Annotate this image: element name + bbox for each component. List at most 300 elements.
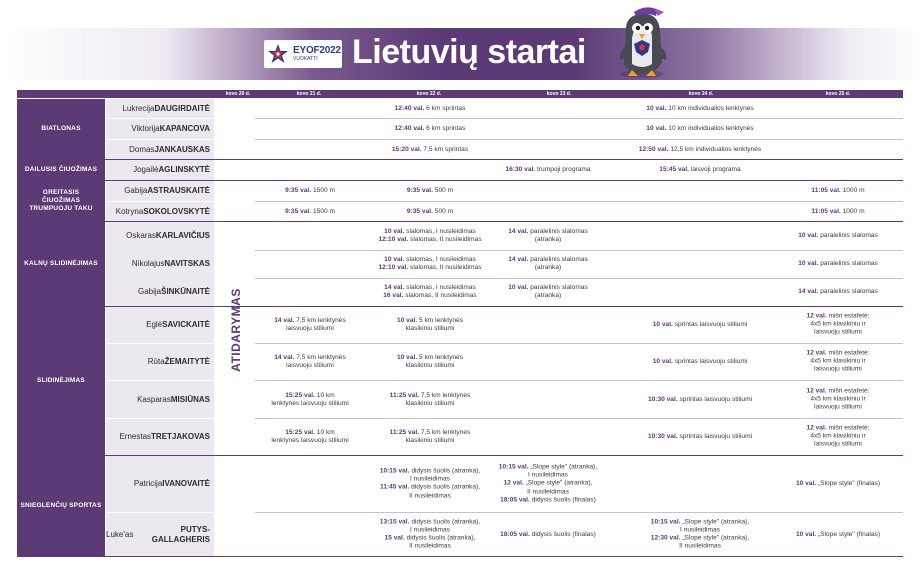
event-time: 10 val.	[652, 320, 673, 328]
event-description: trumpoji programa	[537, 165, 591, 173]
event-line	[407, 187, 453, 195]
athlete-first-name: Oskaras	[126, 231, 156, 240]
event-line	[499, 472, 597, 480]
athlete-name	[106, 140, 214, 159]
event-description: 6 km sprintas	[426, 104, 466, 112]
group-divider	[17, 221, 903, 222]
event-description: 1500 m	[312, 207, 335, 215]
event-line	[499, 463, 597, 471]
athlete-first-name: Eglė	[146, 320, 163, 329]
event-cell	[499, 463, 597, 504]
athlete-name	[106, 419, 214, 455]
event-time: 15:45 val.	[659, 165, 690, 173]
event-time: 11:05 val.	[811, 207, 841, 215]
event-line	[274, 354, 346, 362]
date-header: kovo 21 d.	[296, 91, 322, 97]
event-cell	[395, 125, 466, 133]
event-cell	[500, 530, 596, 538]
event-cell	[648, 433, 752, 441]
event-cell	[806, 350, 869, 375]
event-line	[397, 362, 463, 370]
athlete-last-name: AGLINSKYTĖ	[158, 165, 210, 174]
date-header: kovo 25 d.	[825, 91, 851, 97]
event-line	[274, 362, 346, 370]
athlete-name	[106, 456, 214, 512]
athlete-first-name: Domas	[129, 144, 155, 154]
event-line	[651, 543, 749, 551]
event-line	[395, 125, 466, 133]
event-description: slalomas, I nusileidimas	[406, 283, 476, 291]
sport-label: KALNŲ SLIDINĖJIMAS	[17, 222, 105, 306]
event-description: 500 m	[434, 207, 454, 215]
event-description: paralelinis slalomas	[530, 283, 588, 291]
event-time: 10:30 val.	[647, 395, 678, 403]
athlete-name	[106, 513, 214, 556]
event-line	[811, 187, 864, 195]
event-cell	[806, 425, 869, 450]
event-line	[811, 207, 864, 215]
event-line	[499, 488, 597, 496]
event-time: 10 val.	[795, 479, 817, 487]
event-description: laisvuoju stiliumi	[814, 403, 862, 411]
event-description: (atranka)	[534, 264, 562, 271]
athlete-first-name: Patricija	[133, 479, 163, 488]
event-time: 13:15 val.	[379, 518, 410, 526]
event-description: II nusileidimas	[409, 542, 451, 550]
event-line	[508, 236, 588, 244]
event-time: 14 val.	[508, 255, 529, 263]
event-description: „Slope style" (finalas)	[817, 530, 881, 538]
event-line	[380, 468, 480, 476]
event-cell	[392, 145, 468, 153]
event-description: mišri estafetė:	[828, 312, 870, 320]
event-time: 10 val.	[798, 259, 819, 267]
event-description: 10 km individualios lenktynės	[668, 104, 754, 112]
event-time: 11:25 val.	[389, 428, 420, 436]
sport-label: DAILUSIS ČIUOŽIMAS	[17, 160, 105, 180]
event-line	[499, 480, 597, 488]
event-description: didysis šuolis (atranka),	[411, 484, 481, 491]
event-line	[392, 145, 468, 153]
event-description: didysis šuolis (atranka),	[406, 534, 476, 542]
event-time: 12 val.	[806, 424, 827, 432]
event-line	[407, 207, 453, 215]
event-line	[500, 530, 596, 538]
opening-ceremony-label	[226, 290, 246, 370]
event-description: 12,5 km individualios lenktynės	[670, 145, 762, 153]
row-divider	[255, 118, 903, 119]
event-line	[383, 284, 476, 292]
event-cell	[271, 429, 348, 445]
event-line	[806, 395, 869, 403]
group-divider	[17, 159, 903, 160]
event-time: 16:30 val.	[505, 165, 536, 173]
event-cell	[397, 354, 463, 370]
event-cell	[383, 284, 476, 300]
event-line	[378, 236, 481, 244]
event-time: 10 val.	[397, 353, 418, 361]
event-line	[806, 329, 869, 337]
event-line	[390, 400, 471, 408]
event-cell	[274, 317, 346, 333]
event-time: 12:40 val.	[394, 124, 425, 132]
event-time: 15:25 val.	[285, 428, 315, 436]
event-cell	[395, 104, 466, 112]
event-line	[397, 354, 463, 362]
event-description: 4x5 km klasikiniu ir	[810, 357, 866, 365]
event-description: sprintas laisvuoju stiliumi	[674, 320, 748, 328]
group-divider	[17, 556, 903, 557]
event-description: „Slope style" (atranka),	[682, 534, 750, 542]
event-description: „Slope style" (atranka),	[682, 518, 750, 526]
athlete-last-name: KAPANCOVA	[159, 124, 210, 133]
athlete-first-name: Luke'as	[106, 529, 134, 539]
event-description: didysis šuolis (atranka),	[411, 467, 481, 475]
event-cell	[648, 395, 752, 403]
event-line	[806, 358, 869, 366]
event-cell	[796, 530, 880, 538]
event-time: 9:35 val.	[285, 207, 312, 215]
event-description: II nusileidimas	[409, 492, 451, 500]
event-description: 7,5 km lenktynės	[296, 316, 346, 324]
event-line	[653, 321, 748, 329]
event-line	[646, 125, 753, 133]
event-time: 10:15 val.	[650, 518, 681, 526]
event-line	[648, 433, 752, 441]
sport-label: GREITASIS ČIUOŽIMAS TRUMPUOJU TAKU	[17, 181, 105, 221]
event-description: 7,5 km sprintas	[423, 145, 469, 153]
event-cell	[285, 207, 335, 215]
event-line	[796, 480, 880, 488]
event-description: 4x5 km klasikiniu ir	[810, 320, 866, 328]
event-time: 15 val.	[384, 534, 405, 542]
event-cell	[653, 358, 748, 366]
event-description: lenktynės laisvuoju stiliumi	[271, 437, 349, 444]
event-time: 10 val.	[397, 316, 418, 324]
event-cell	[271, 391, 348, 407]
event-line	[651, 518, 749, 526]
athlete-last-name: IVANOVAITĖ	[162, 479, 210, 488]
event-description: sprintas laisvuoju stiliumi	[674, 357, 748, 365]
event-line	[796, 530, 880, 538]
event-line	[653, 358, 748, 366]
event-description: 10 km	[316, 428, 335, 436]
event-description: 4x5 km klasikiniu ir	[810, 432, 866, 440]
event-line	[508, 284, 588, 292]
event-line	[274, 325, 346, 333]
event-cell	[508, 284, 588, 300]
event-description: II nusileidimas	[527, 488, 569, 496]
athlete-last-name: PUTYS-GALLAGHERIS	[151, 524, 210, 544]
athlete-last-name: KARLAVIČIUS	[155, 231, 210, 240]
event-line	[271, 437, 348, 445]
group-divider	[17, 180, 903, 181]
event-description: 7,5 km lenktynės	[420, 428, 471, 436]
logo-text: EYOF2022	[293, 45, 341, 56]
event-time: 9:35 val.	[406, 207, 433, 215]
event-line	[390, 429, 471, 437]
row-divider	[255, 201, 903, 202]
event-description: I nusileidimas	[410, 526, 450, 534]
row-divider	[255, 512, 903, 513]
event-description: 6 km sprintas	[426, 124, 466, 132]
event-description: I nusileidimas	[680, 526, 720, 534]
event-time: 14 val.	[274, 316, 295, 324]
event-line	[390, 437, 471, 445]
event-description: (atranka)	[534, 292, 562, 299]
event-time: 15:25 val.	[285, 391, 315, 399]
event-cell	[380, 468, 480, 501]
event-line	[380, 476, 480, 484]
event-description: sprintas laisvuoju stiliumi	[679, 395, 753, 403]
event-description: paralelinis slalomas	[530, 227, 588, 235]
event-description: I nusileidimas	[410, 475, 450, 483]
athlete-name	[106, 119, 214, 139]
event-cell	[378, 256, 481, 272]
event-time: 10 val.	[508, 283, 529, 291]
event-description: 10 km	[316, 391, 335, 399]
event-time: 10 val.	[795, 530, 817, 538]
event-line	[798, 232, 878, 240]
event-cell	[798, 288, 878, 296]
event-description: laisvuoju stiliumi	[814, 441, 862, 449]
event-description: laisvuoju stiliumi	[814, 366, 862, 374]
event-description: laisvuoju stiliumi	[814, 329, 862, 337]
event-time: 11:05 val.	[811, 186, 841, 194]
event-line	[806, 321, 869, 329]
event-description: 5 km lenktynės	[419, 353, 463, 361]
event-line	[806, 387, 869, 395]
event-time: 18:05 val.	[500, 496, 530, 504]
event-line	[639, 145, 761, 153]
event-line	[380, 543, 480, 551]
athlete-name	[106, 99, 214, 118]
event-description: slalomas, II nusileidimas	[410, 236, 482, 243]
event-line	[798, 288, 878, 296]
athlete-first-name: Kotryna	[115, 206, 144, 216]
row-divider	[255, 278, 903, 279]
snowflake-star-icon	[267, 43, 289, 65]
athlete-name	[106, 344, 214, 380]
athlete-last-name: JANKAUSKAS	[154, 144, 210, 154]
event-cell	[811, 187, 864, 195]
athlete-first-name: Ernestas	[119, 432, 152, 441]
event-description: slalomas, I nusileidimas	[406, 255, 476, 263]
event-cell	[508, 256, 588, 272]
athlete-name	[106, 307, 214, 343]
event-cell	[639, 145, 761, 153]
opening-text: ATIDARYMAS	[229, 288, 244, 372]
athlete-last-name: ŽEMAITYTĖ	[164, 357, 210, 366]
event-description: paralelinis slalomas	[530, 255, 588, 263]
event-description: 7,5 km lenktynės	[420, 391, 471, 399]
event-line	[499, 496, 597, 504]
athlete-last-name: SOKOLOVSKYTĖ	[143, 206, 210, 216]
row-divider	[255, 139, 903, 140]
date-header: kovo 23 d.	[546, 91, 572, 97]
event-time: 9:35 val.	[285, 186, 312, 194]
event-line	[806, 441, 869, 449]
event-cell	[798, 260, 878, 268]
event-cell	[796, 480, 880, 488]
event-time: 9:35 val.	[406, 186, 433, 194]
event-description: 500 m	[434, 186, 454, 194]
sport-label: SNIEGLENČIŲ SPORTAS	[17, 456, 105, 556]
event-line	[380, 492, 480, 500]
event-line	[505, 166, 590, 174]
event-time: 14 val.	[384, 283, 405, 291]
event-line	[806, 366, 869, 374]
event-line	[651, 526, 749, 534]
date-header-bar	[17, 90, 903, 98]
event-time: 12:50 val.	[638, 145, 669, 153]
event-description: mišri estafetė:	[828, 349, 870, 357]
event-description: lenktynės laisvuoju stiliumi	[271, 399, 349, 407]
event-line	[271, 391, 348, 399]
event-line	[397, 317, 463, 325]
event-cell	[378, 228, 481, 244]
event-cell	[651, 518, 749, 551]
event-description: „Slope style" (finalas)	[817, 479, 881, 487]
event-line	[285, 207, 335, 215]
event-time: 15:20 val.	[391, 145, 422, 153]
event-time: 14 val.	[508, 227, 529, 235]
event-line	[651, 535, 749, 543]
event-time: 12:40 val.	[394, 104, 425, 112]
event-description: slalomas, II nusileidimas	[410, 264, 482, 271]
event-cell	[380, 518, 480, 551]
event-line	[659, 166, 740, 174]
event-time: 14 val.	[798, 287, 819, 295]
row-divider	[255, 250, 903, 251]
event-line	[508, 292, 588, 300]
event-description: slalomas, II nusileidimas	[405, 292, 477, 299]
event-time: 11:25 val.	[389, 391, 420, 399]
row-divider	[255, 343, 903, 344]
event-time: 12:10 val.	[378, 236, 409, 243]
event-cell	[646, 125, 753, 133]
event-cell	[806, 387, 869, 412]
mascot-illustration	[606, 4, 678, 80]
event-description: 4x5 km klasikiniu ir	[810, 395, 866, 403]
athlete-name	[106, 278, 214, 306]
event-line	[380, 535, 480, 543]
event-time: 12:10 val.	[378, 264, 409, 271]
event-description: 5 km lenktynės	[419, 316, 463, 324]
event-description: 1500 m	[312, 186, 335, 194]
athlete-name	[106, 202, 214, 221]
event-cell	[505, 166, 590, 174]
athlete-name	[106, 381, 214, 418]
event-cell	[806, 313, 869, 338]
event-line	[395, 104, 466, 112]
page-title: Lietuvių startai	[352, 33, 586, 71]
athlete-last-name: SAVICKAITĖ	[162, 320, 210, 329]
event-time: 10:15 val.	[498, 463, 529, 471]
event-time: 16 val.	[383, 292, 404, 299]
group-divider	[17, 306, 903, 307]
event-description: mišri estafetė:	[828, 424, 870, 432]
athlete-first-name: Jogailė	[133, 165, 159, 174]
event-description: „Slope style" (atranka),	[525, 479, 593, 487]
event-time: 12 val.	[806, 312, 827, 320]
event-time: 10:30 val.	[647, 432, 678, 440]
event-cell	[274, 354, 346, 370]
event-cell	[798, 232, 878, 240]
athlete-first-name: Gabija	[124, 186, 148, 195]
event-line	[508, 264, 588, 272]
event-description: I nusileidimas	[528, 471, 568, 479]
event-cell	[659, 166, 740, 174]
event-time: 10 val.	[384, 227, 405, 235]
event-description: paralelinis slalomas	[820, 287, 878, 295]
event-time: 10 val.	[798, 231, 819, 239]
event-cell	[390, 429, 471, 445]
event-line	[806, 425, 869, 433]
athlete-name	[106, 181, 214, 201]
event-line	[285, 187, 335, 195]
event-description: didysis šuolis (finalas)	[531, 496, 596, 504]
event-line	[383, 292, 476, 300]
event-line	[380, 526, 480, 534]
event-description: 1000 m	[842, 207, 865, 215]
event-description: klasikiniu stiliumi	[405, 399, 455, 407]
event-cell	[390, 391, 471, 407]
event-line	[390, 391, 471, 399]
event-cell	[646, 104, 753, 112]
event-description: laisvuoju stiliumi	[286, 325, 334, 332]
event-line	[378, 256, 481, 264]
athlete-last-name: NAVITSKAS	[164, 259, 210, 268]
event-description: 7,5 km lenktynės	[296, 353, 346, 361]
event-description: paralelinis slalomas	[820, 231, 878, 239]
sport-label: SLIDINĖJIMAS	[17, 307, 105, 455]
athlete-first-name: Gabija	[137, 287, 162, 296]
event-line	[271, 400, 348, 408]
event-line	[508, 256, 588, 264]
event-time: 14 val.	[274, 353, 295, 361]
eyof-logo	[264, 40, 342, 68]
event-description: (atranka)	[534, 236, 562, 243]
logo-subtext: VUOKATTI	[293, 56, 318, 62]
event-description: 1000 m	[842, 186, 865, 194]
row-divider	[255, 380, 903, 381]
athlete-first-name: Viktorija	[131, 124, 160, 133]
event-time: 10 val.	[646, 124, 667, 132]
event-time: 10 val.	[646, 104, 667, 112]
event-time: 12 val.	[806, 387, 827, 395]
event-line	[271, 429, 348, 437]
event-description: klasikiniu stiliumi	[405, 362, 455, 369]
athlete-first-name: Rūta	[147, 357, 165, 366]
athlete-last-name: ŠINKŪNAITĖ	[161, 287, 210, 296]
event-line	[378, 228, 481, 236]
event-description: 10 km individualios lenktynės	[668, 124, 754, 132]
event-cell	[407, 207, 453, 215]
event-line	[806, 350, 869, 358]
event-description: mišri estafetė:	[828, 387, 870, 395]
event-description: slalomas, I nusileidimas	[406, 227, 476, 235]
event-line	[648, 395, 752, 403]
athlete-last-name: DAUGIRDAITĖ	[154, 103, 210, 113]
group-divider	[17, 455, 903, 456]
athlete-first-name: Kasparas	[137, 394, 171, 404]
event-description: didysis šuolis (atranka),	[411, 518, 481, 526]
athlete-name	[106, 160, 214, 180]
event-time: 10 val.	[652, 357, 673, 365]
event-description: laisvuoju stiliumi	[286, 362, 334, 369]
event-description: klasikiniu stiliumi	[405, 437, 455, 444]
